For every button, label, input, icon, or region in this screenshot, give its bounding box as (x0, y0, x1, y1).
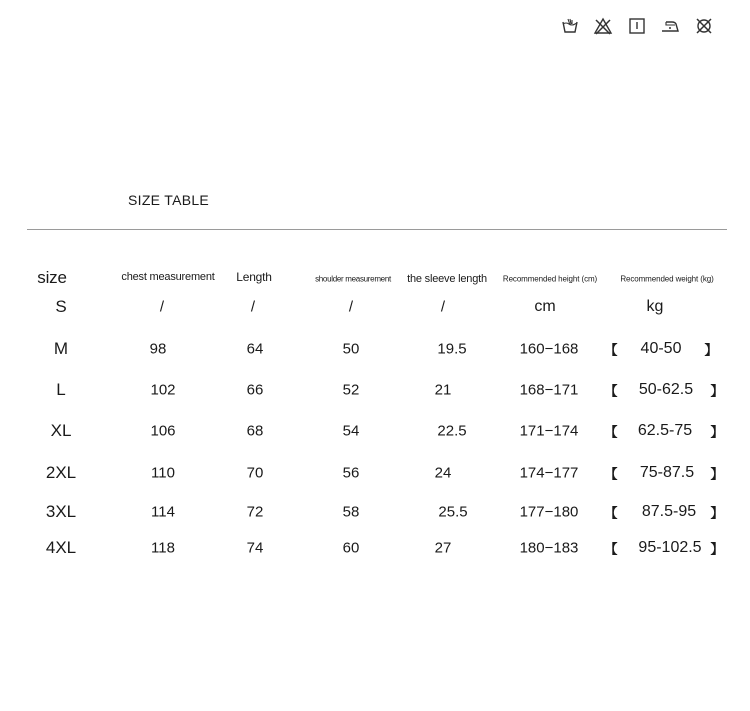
line-dry-icon (627, 16, 647, 36)
bracket-close: 】 (704, 342, 718, 358)
length-cell: 72 (246, 503, 264, 521)
sleeve-cell: 19.5 (437, 340, 467, 358)
iron-low-icon (660, 16, 680, 36)
chest-cell: 102 (150, 381, 176, 399)
weight-cell: 87.5-95 (641, 503, 697, 520)
do-not-dry-clean-icon (694, 16, 714, 36)
shoulder-cell: 54 (342, 422, 360, 440)
chest-cell: 106 (150, 422, 176, 440)
weight-cell: 75-87.5 (639, 464, 695, 481)
bracket-close: 】 (710, 541, 724, 557)
size-cell: M (53, 339, 69, 358)
length-cell: 68 (246, 422, 264, 440)
divider (27, 229, 727, 230)
height-cell: 160−168 (519, 340, 579, 358)
sleeve-cell: / (440, 298, 446, 316)
care-icons (560, 16, 720, 40)
hand-wash-icon (560, 16, 580, 36)
chest-cell: / (159, 298, 165, 316)
shoulder-cell: 52 (342, 381, 360, 399)
bracket-open: 【 (604, 383, 618, 399)
size-cell: 3XL (45, 502, 77, 521)
header-chest: chest measurement (121, 271, 215, 283)
weight-cell: 40-50 (640, 340, 682, 357)
header-length: Length (236, 270, 272, 284)
length-cell: 66 (246, 381, 264, 399)
bracket-open: 【 (604, 505, 618, 521)
size-cell: XL (50, 421, 72, 440)
shoulder-cell: / (348, 298, 354, 316)
bracket-close: 】 (710, 505, 724, 521)
header-sleeve: the sleeve length (407, 273, 487, 285)
bracket-open: 【 (604, 466, 618, 482)
sleeve-cell: 27 (434, 539, 452, 557)
header-height: Recommended height (cm) (502, 274, 598, 284)
size-cell: 2XL (45, 463, 77, 482)
height-cell: 168−171 (519, 381, 579, 399)
shoulder-cell: 56 (342, 464, 360, 482)
chest-cell: 110 (151, 464, 175, 482)
sleeve-cell: 21 (434, 381, 452, 399)
height-unit: cm (534, 298, 556, 315)
do-not-bleach-icon (593, 16, 613, 36)
size-cell: L (56, 380, 66, 399)
length-cell: 70 (246, 464, 264, 482)
size-cell: 4XL (45, 538, 77, 557)
height-cell: 171−174 (519, 422, 579, 440)
chest-cell: 118 (151, 539, 175, 557)
length-cell: 64 (246, 340, 264, 358)
size-table-title: SIZE TABLE (128, 192, 210, 208)
bracket-open: 【 (604, 541, 618, 557)
header-size: size (37, 268, 67, 287)
length-cell: / (250, 298, 256, 316)
weight-cell: 95-102.5 (638, 539, 702, 556)
bracket-close: 】 (710, 466, 724, 482)
shoulder-cell: 58 (342, 503, 360, 521)
weight-cell: 50-62.5 (638, 381, 694, 398)
header-shoulder: shoulder measurement (315, 274, 391, 284)
bracket-open: 【 (604, 342, 618, 358)
height-cell: 177−180 (519, 503, 579, 521)
chest-cell: 114 (151, 503, 175, 521)
sleeve-cell: 25.5 (438, 503, 468, 521)
bracket-close: 】 (710, 383, 724, 399)
header-weight: Recommended weight (kg) (620, 274, 714, 284)
sleeve-cell: 24 (434, 464, 452, 482)
size-cell: S (55, 297, 67, 316)
chest-cell: 98 (149, 340, 167, 358)
sleeve-cell: 22.5 (437, 422, 467, 440)
height-cell: 180−183 (519, 539, 579, 557)
height-cell: 174−177 (519, 464, 579, 482)
shoulder-cell: 50 (342, 340, 360, 358)
shoulder-cell: 60 (342, 539, 360, 557)
bracket-open: 【 (604, 424, 618, 440)
weight-unit: kg (646, 298, 664, 315)
weight-cell: 62.5-75 (637, 422, 693, 439)
length-cell: 74 (246, 539, 264, 557)
bracket-close: 】 (710, 424, 724, 440)
